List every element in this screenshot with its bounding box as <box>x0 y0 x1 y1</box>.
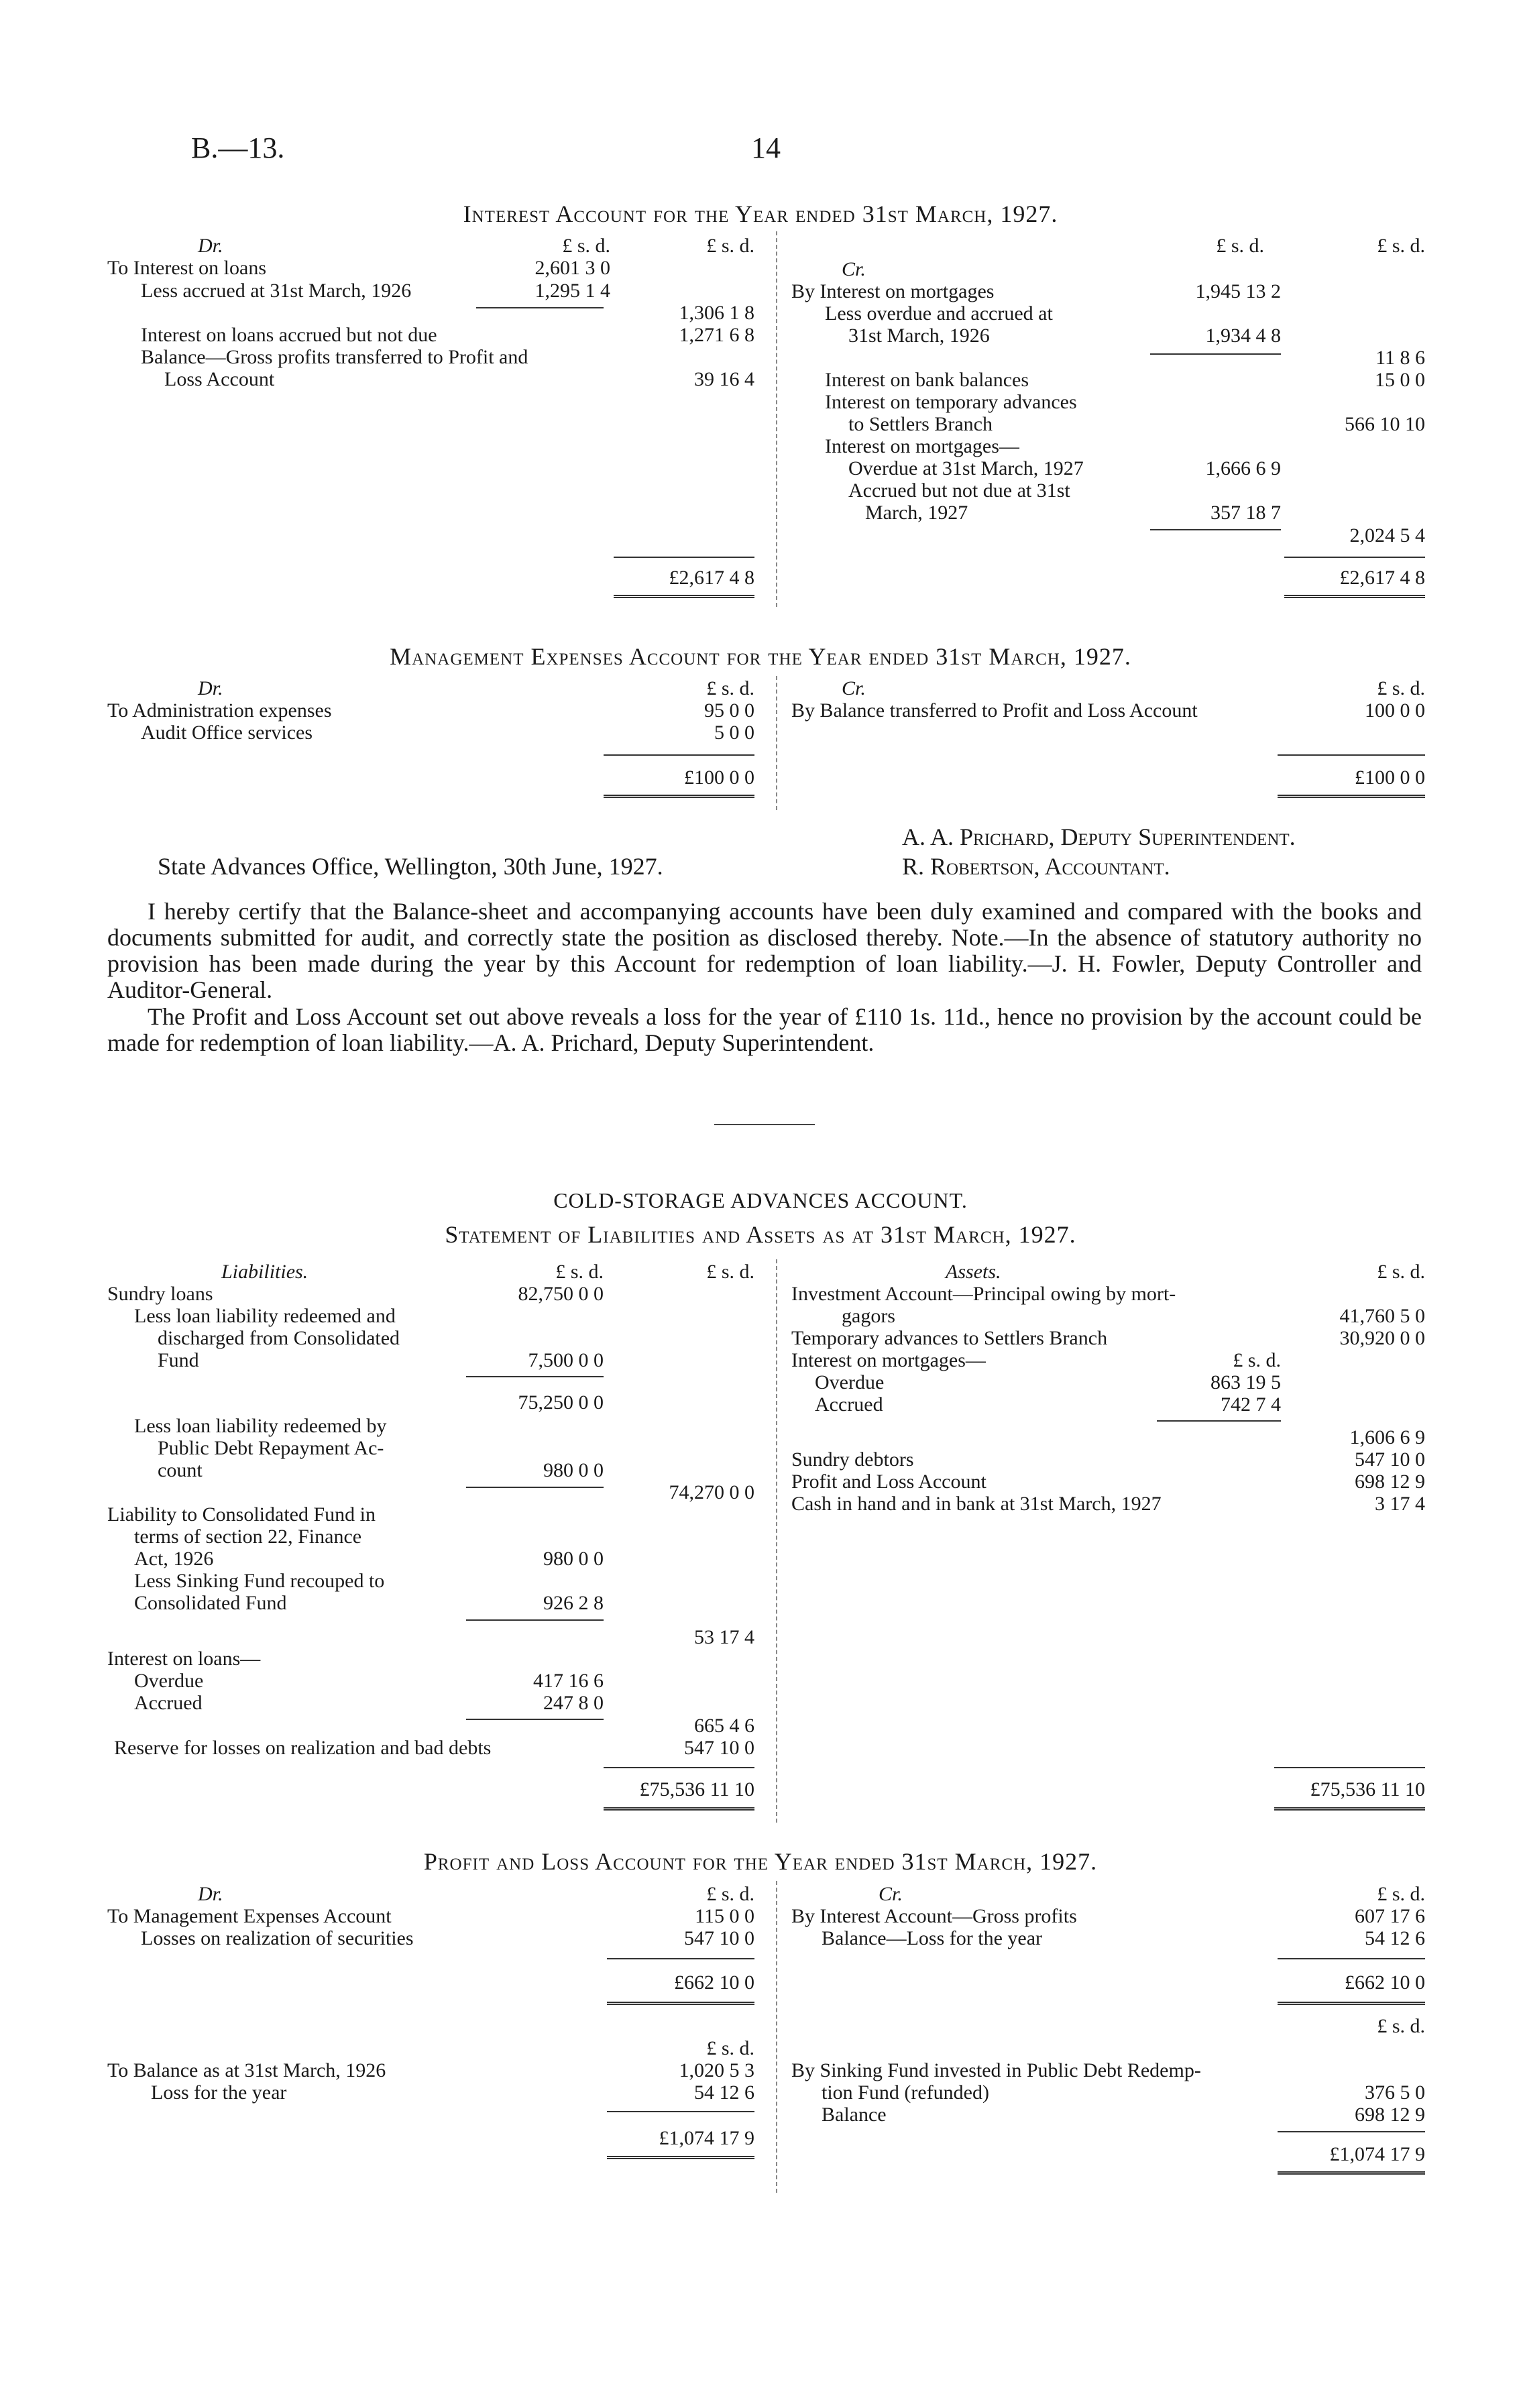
temporary-advances-settlers-amount: 30,920 0 0 <box>1339 1327 1425 1349</box>
liab-money-head-2: £ s. d. <box>706 1261 754 1283</box>
loss-for-year-amount: 54 12 6 <box>694 2081 754 2104</box>
by-sinking-fund-1: By Sinking Fund invested in Public Debt Redemp- <box>791 2059 1201 2081</box>
profit-loss-right-money-head-2: £ s. d. <box>1377 2015 1425 2037</box>
less-loan-redeemed-3: Fund <box>158 1349 199 1371</box>
settlers-branch: to Settlers Branch <box>848 413 993 435</box>
interest-left-money-head-2: £ s. d. <box>706 235 754 257</box>
assets-interest-mortgages: Interest on mortgages— <box>791 1349 986 1371</box>
sundry-loans-amount: 82,750 0 0 <box>518 1283 604 1305</box>
management-account-title: Management Expenses Account for the Year ended 31st March, 1927. <box>390 643 1131 670</box>
by-interest-gross-profits-amount: 607 17 6 <box>1355 1905 1425 1927</box>
rule <box>607 1958 754 1959</box>
liab-column-total-1: 74,270 0 0 <box>669 1481 754 1503</box>
overdue-1927-amount: 1,666 6 9 <box>1205 457 1281 479</box>
by-interest-gross-profits: By Interest Account—Gross profits <box>791 1905 1077 1927</box>
profit-loss-left-money-head-1: £ s. d. <box>706 1883 754 1905</box>
liab-interest-total: 665 4 6 <box>694 1715 754 1737</box>
sundry-debtors: Sundry debtors <box>791 1448 914 1471</box>
document-reference: B.—13. <box>191 131 285 164</box>
pl-balance: Balance <box>822 2104 887 2126</box>
interest-right-total: £2,617 4 8 <box>1339 567 1425 589</box>
less-loan-redeemed-amount: 7,500 0 0 <box>528 1349 604 1371</box>
accrued-1927-amount: 357 18 7 <box>1210 502 1281 524</box>
rule <box>1278 754 1425 756</box>
pl-balance-amount: 698 12 9 <box>1355 2104 1425 2126</box>
by-sinking-fund-2: tion Fund (refunded) <box>822 2081 989 2104</box>
rule <box>1274 1767 1425 1768</box>
sundry-loans: Sundry loans <box>107 1283 213 1305</box>
liab-net-2: 53 17 4 <box>694 1626 754 1648</box>
balance-loss-account: Loss Account <box>164 368 275 390</box>
temporary-advances: Interest on temporary advances <box>825 391 1077 413</box>
liab-overdue-amount: 417 16 6 <box>533 1670 604 1692</box>
less-public-debt-amount: 980 0 0 <box>543 1459 604 1481</box>
management-left-money-head: £ s. d. <box>706 677 754 699</box>
rule <box>604 1807 754 1811</box>
reserve-losses: Reserve for losses on realization and bad debts <box>114 1737 492 1759</box>
assets-overdue-amount: 863 19 5 <box>1210 1371 1281 1393</box>
rule <box>604 1767 754 1768</box>
to-balance-1926: To Balance as at 31st March, 1926 <box>107 2059 386 2081</box>
interest-divider <box>776 231 777 607</box>
consolidated-fund-1: Liability to Consolidated Fund in <box>107 1503 376 1526</box>
march-1926-amount: 1,934 4 8 <box>1205 325 1281 347</box>
rule <box>1284 595 1425 598</box>
investment-account-1: Investment Account—Principal owing by mort- <box>791 1283 1176 1305</box>
liab-accrued-amount: 247 8 0 <box>543 1692 604 1714</box>
balance-loss-year-amount: 54 12 6 <box>1365 1927 1425 1949</box>
interest-account-title: Interest Account for the Year ended 31st March, 1927. <box>463 200 1058 227</box>
audit-certificate: I hereby certify that the Balance-sheet and accompanying accounts have been duly examined and compared with the books and documents submitted for audit, and correctly state the position as disclosed thereby. Note.—In the absence of statutory authority no provision has been made during the year by this Account for redemption of loan liability.—J. H. Fowler, Deputy Controller and Auditor-General. <box>107 898 1422 1003</box>
liab-overdue: Overdue <box>134 1670 204 1692</box>
less-public-debt-2: Public Debt Repayment Ac- <box>158 1437 384 1459</box>
administration-expenses: To Administration expenses <box>107 699 332 722</box>
less-accrued-amount: 1,295 1 4 <box>534 280 610 302</box>
rule <box>1150 529 1281 530</box>
investment-account-amount: 41,760 5 0 <box>1339 1305 1425 1327</box>
less-accrued: Less accrued at 31st March, 1926 <box>141 280 412 302</box>
to-management-expenses: To Management Expenses Account <box>107 1905 392 1927</box>
profit-loss-note: The Profit and Loss Account set out above reveals a loss for the year of £110 1s. 11d., hence no provision by the account could be made for redemption of loan liability.—A. A. Prichard, Deputy Superintendent. <box>107 1003 1422 1056</box>
assets-interest-money-head: £ s. d. <box>1233 1349 1281 1371</box>
interest-right-money-head-1: £ s. d. <box>1216 235 1264 257</box>
profit-loss-cr-label: Cr. <box>879 1883 903 1905</box>
losses-realization-amount: 547 10 0 <box>684 1927 754 1949</box>
interest-on-mortgages: Interest on mortgages— <box>825 435 1019 457</box>
management-right-money-head: £ s. d. <box>1377 677 1425 699</box>
profit-loss-title: Profit and Loss Account for the Year ended 31st March, 1927. <box>423 1848 1098 1875</box>
temporary-advances-amount: 566 10 10 <box>1345 413 1425 435</box>
management-left-total: £100 0 0 <box>684 766 754 789</box>
assets-total: £75,536 11 10 <box>1310 1778 1425 1800</box>
bank-balances-amount: 15 0 0 <box>1375 369 1425 391</box>
march-1926: 31st March, 1926 <box>848 325 990 347</box>
office-date: State Advances Office, Wellington, 30th June, 1927. <box>158 853 663 880</box>
losses-realization: Losses on realization of securities <box>141 1927 414 1949</box>
to-management-expenses-amount: 115 0 0 <box>695 1905 754 1927</box>
profit-loss-dr-label: Dr. <box>198 1883 223 1905</box>
cold-storage-heading: COLD-STORAGE ADVANCES ACCOUNT. <box>553 1188 968 1212</box>
management-right-total: £100 0 0 <box>1355 766 1425 789</box>
interest-on-loans: Interest on loans— <box>107 1648 261 1670</box>
rule <box>476 307 604 308</box>
assets-interest-total: 1,606 6 9 <box>1349 1426 1425 1448</box>
sinking-fund-amount: 926 2 8 <box>543 1592 604 1614</box>
liab-money-head-1: £ s. d. <box>555 1261 604 1283</box>
liab-net-1: 75,250 0 0 <box>518 1391 604 1414</box>
rule <box>466 1487 604 1488</box>
consolidated-fund-3: Act, 1926 <box>134 1548 214 1570</box>
profit-loss-divider <box>776 1881 777 2193</box>
assets-heading: Assets. <box>946 1261 1001 1283</box>
management-dr-label: Dr. <box>198 677 223 699</box>
rule <box>1278 795 1425 798</box>
balance-gross-profits: Balance—Gross profits transferred to Profit and <box>141 346 528 368</box>
rule <box>1274 1807 1425 1811</box>
less-public-debt-3: count <box>158 1459 203 1481</box>
by-interest-mortgages-amount: 1,945 13 2 <box>1195 280 1281 302</box>
profit-loss-account-asset-amount: 698 12 9 <box>1355 1471 1425 1493</box>
less-overdue-accrued: Less overdue and accrued at <box>825 302 1053 325</box>
loss-for-year: Loss for the year <box>151 2081 287 2104</box>
interest-cr-label: Cr. <box>842 258 866 280</box>
liabilities-total: £75,536 11 10 <box>639 1778 754 1800</box>
rule <box>1278 2002 1425 2005</box>
profit-loss-right-money-head-1: £ s. d. <box>1377 1883 1425 1905</box>
by-interest-mortgages: By Interest on mortgages <box>791 280 995 302</box>
accrued-not-due: Interest on loans accrued but not due <box>141 324 437 346</box>
assets-accrued-amount: 742 7 4 <box>1221 1393 1281 1416</box>
temporary-advances-settlers: Temporary advances to Settlers Branch <box>791 1327 1108 1349</box>
profit-loss-account-asset: Profit and Loss Account <box>791 1471 987 1493</box>
rule <box>466 1619 604 1621</box>
interest-net-amount: 1,306 1 8 <box>679 302 754 324</box>
consolidated-fund-amount: 980 0 0 <box>543 1548 604 1570</box>
rule <box>1150 353 1281 355</box>
march-1927: March, 1927 <box>865 502 968 524</box>
assets-overdue: Overdue <box>815 1371 885 1393</box>
cash-in-hand: Cash in hand and in bank at 31st March, 1927 <box>791 1493 1162 1515</box>
rule <box>614 557 754 558</box>
liab-accrued: Accrued <box>134 1692 203 1714</box>
sundry-debtors-amount: 547 10 0 <box>1355 1448 1425 1471</box>
interest-left-total: £2,617 4 8 <box>669 567 754 589</box>
less-loan-redeemed-1: Less loan liability redeemed and <box>134 1305 396 1327</box>
interest-left-money-head-1: £ s. d. <box>562 235 610 257</box>
audit-office-services: Audit Office services <box>141 722 313 744</box>
interest-dr-label: Dr. <box>198 235 223 257</box>
rule <box>1157 1420 1281 1422</box>
rule <box>607 2002 754 2005</box>
interest-right-money-head-2: £ s. d. <box>1377 235 1425 257</box>
to-interest-loans-amount: 2,601 3 0 <box>534 257 610 279</box>
reserve-losses-amount: 547 10 0 <box>684 1737 754 1759</box>
less-public-debt-1: Less loan liability redeemed by <box>134 1415 387 1437</box>
rule <box>604 754 754 756</box>
investment-account-2: gagors <box>842 1305 895 1327</box>
rule <box>1284 557 1425 558</box>
assets-money-head: £ s. d. <box>1377 1261 1425 1283</box>
to-interest-loans: To Interest on loans <box>107 257 267 279</box>
page-number: 14 <box>751 131 781 164</box>
assets-accrued: Accrued <box>815 1393 883 1416</box>
profit-loss-right-total-1: £662 10 0 <box>1345 1971 1425 1994</box>
signature-robertson: R. Robertson, Accountant. <box>902 853 1170 880</box>
by-balance-transferred-amount: 100 0 0 <box>1365 699 1425 722</box>
rule <box>1278 2131 1425 2132</box>
management-cr-label: Cr. <box>842 677 866 699</box>
to-balance-1926-amount: 1,020 5 3 <box>679 2059 754 2081</box>
accrued-not-due-amount: 1,271 6 8 <box>679 324 754 346</box>
balance-gross-profits-amount: 39 16 4 <box>694 368 754 390</box>
cash-in-hand-amount: 3 17 4 <box>1375 1493 1425 1515</box>
cold-storage-divider <box>776 1259 777 1823</box>
rule <box>1278 1958 1425 1959</box>
rule <box>466 1376 604 1377</box>
rule <box>607 2156 754 2159</box>
profit-loss-left-money-head-2: £ s. d. <box>706 2037 754 2059</box>
cold-storage-title: Statement of Liabilities and Assets as at 31st March, 1927. <box>445 1221 1076 1248</box>
profit-loss-left-total-1: £662 10 0 <box>674 1971 754 1994</box>
by-sinking-fund-amount: 376 5 0 <box>1365 2081 1425 2104</box>
interest-right-subtotal: 2,024 5 4 <box>1349 524 1425 547</box>
less-loan-redeemed-2: discharged from Consolidated <box>158 1327 400 1349</box>
section-separator <box>714 1124 815 1125</box>
balance-loss-year: Balance—Loss for the year <box>822 1927 1043 1949</box>
rule <box>607 2111 754 2112</box>
signature-prichard: A. A. Prichard, Deputy Superintendent. <box>902 823 1296 850</box>
administration-expenses-amount: 95 0 0 <box>704 699 754 722</box>
rule <box>614 595 754 598</box>
bank-balances: Interest on bank balances <box>825 369 1029 391</box>
consolidated-fund-2: terms of section 22, Finance <box>134 1526 362 1548</box>
audit-office-services-amount: 5 0 0 <box>714 722 754 744</box>
sinking-fund-1: Less Sinking Fund recouped to <box>134 1570 385 1592</box>
by-balance-transferred: By Balance transferred to Profit and Loss Account <box>791 699 1198 722</box>
rule <box>604 795 754 798</box>
interest-right-net: 11 8 6 <box>1375 347 1425 369</box>
liabilities-heading: Liabilities. <box>221 1261 308 1283</box>
accrued-not-due-1927: Accrued but not due at 31st <box>848 479 1070 502</box>
overdue-1927: Overdue at 31st March, 1927 <box>848 457 1084 479</box>
management-divider <box>776 676 777 810</box>
rule <box>1278 2171 1425 2175</box>
profit-loss-left-total-2: £1,074 17 9 <box>659 2127 754 2149</box>
sinking-fund-2: Consolidated Fund <box>134 1592 287 1614</box>
rule <box>466 1719 604 1720</box>
profit-loss-right-total-2: £1,074 17 9 <box>1329 2143 1425 2165</box>
